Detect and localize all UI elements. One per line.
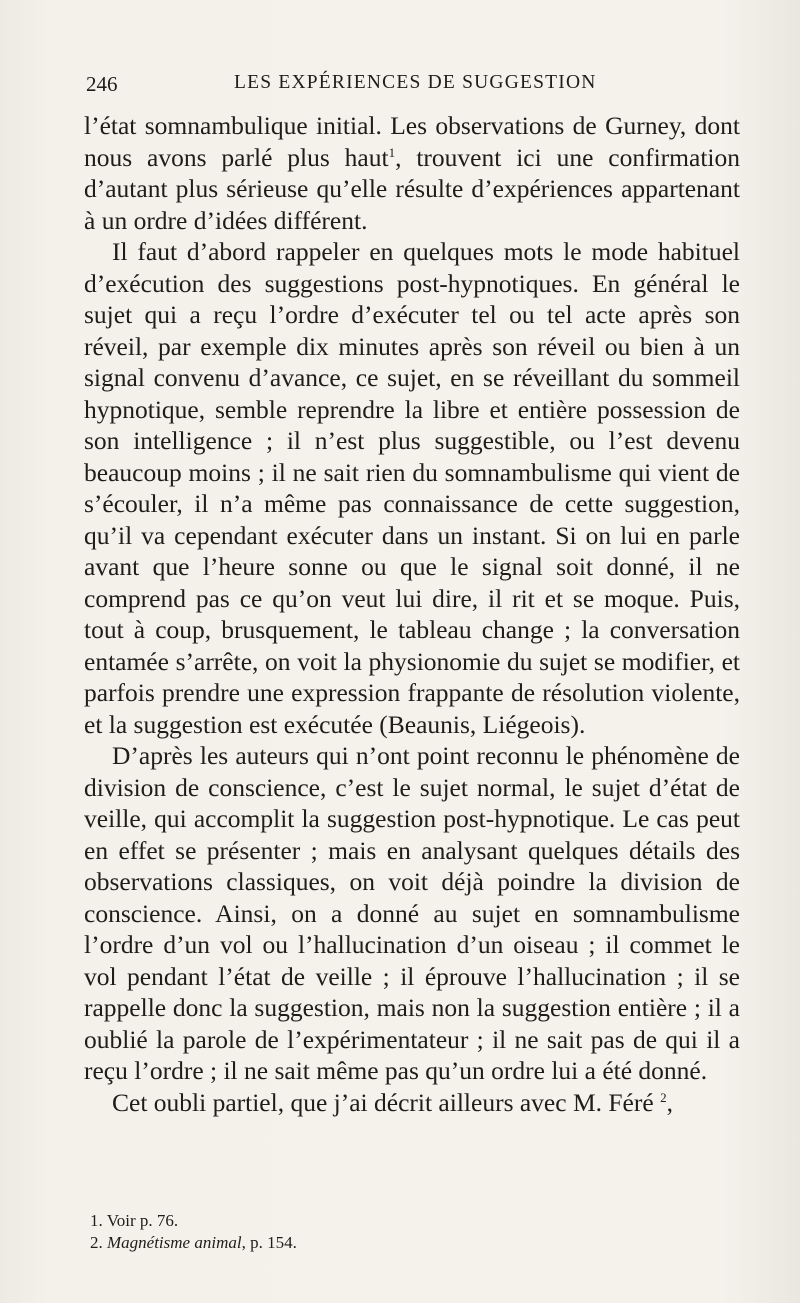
main-text — [84, 110, 740, 1118]
running-title: LES EXPÉRIENCES DE SUGGESTION — [234, 72, 597, 93]
paragraph-3: D’après les auteurs qui n’ont point reconnu le phénomène de division de conscience, c’est le sujet normal, le sujet d’état de veille, qui accomplit la suggestion post-hypnotique. Le cas peut en effet se présenter ; mais en analysant quelques détails des observations classiques, on voit déjà poindre la division de conscience. Ainsi, on a donné au sujet en somnambulisme l’ordre d’un vol ou l’hallucination d’un oiseau ; il commet le vol pendant l’état de veille ; il éprouve l’hallucination ; il se rappelle donc la suggestion, mais non la suggestion entière ; il a oublié la parole de l’expérimentateur ; il ne sait pas de qui il a reçu l’ordre ; il ne sait même pas qu’un ordre lui a été donné. — [84, 741, 740, 1085]
paragraph-1-text-after-note: , trouvent ici une confirmation d’autant plus sérieuse qu’elle résulte d’expériences appartenant à un ordre d’idées différent. — [84, 142, 740, 235]
paragraph-2: Il faut d’abord rappeler en quelques mots le mode habituel d’exécution des suggestions post-hypnotiques. En général le sujet qui a reçu l’ordre d’exécuter tel ou tel acte après son réveil, par exemple dix minutes après son réveil ou bien à un signal convenu d’avance, ce sujet, en se réveillant du sommeil hypnotique, semble reprendre la libre et entière possession de son intelligence ; il n’est plus suggestible, ou l’est devenu beaucoup moins ; il ne sait rien du somnambulisme qui vient de s’écouler, il n’a même pas connaissance de cette suggestion, qu’il va cependant exécuter dans un instant. Si on lui en parle avant que l’heure sonne ou que le signal soit donné, il ne comprend pas ce qu’on veut lui dire, il rit et se moque. Puis, tout à coup, brusquement, le tableau change ; la conversation entamée s’arrête, on voit la physionomie du sujet se modifier, et parfois prendre une expression frappante de résolution violente, et la suggestion est exécutée (Beaunis, Liégeois). — [84, 237, 740, 739]
footnote-1-text: Voir p. 76. — [106, 1211, 179, 1230]
paragraph-4-text-before-note: Cet oubli partiel, que j’ai décrit ailleurs avec M. Féré — [112, 1087, 654, 1117]
footnote-2-marker: 2 — [660, 1089, 667, 1105]
footnote-2-title: Magnétisme animal — [107, 1233, 242, 1252]
page-header — [86, 72, 736, 100]
paragraph-4-text-after-note: , — [666, 1087, 673, 1117]
footnote-2 — [90, 1232, 590, 1254]
footnote-1 — [90, 1210, 590, 1232]
footnote-1-marker: 1 — [388, 144, 396, 160]
footnote-2-text: , p. 154. — [241, 1233, 297, 1252]
footnote-1-number: 1. — [90, 1211, 103, 1230]
footnote-2-number: 2. — [90, 1233, 103, 1252]
paragraph-1-text-before-note: l’état somnambulique initial. Les observations de Gurney, dont nous avons parlé plus haut — [84, 111, 740, 172]
footnotes — [90, 1210, 590, 1254]
paragraph-1 — [84, 110, 740, 236]
page-number: 246 — [86, 72, 118, 96]
paragraph-4 — [84, 1087, 740, 1119]
